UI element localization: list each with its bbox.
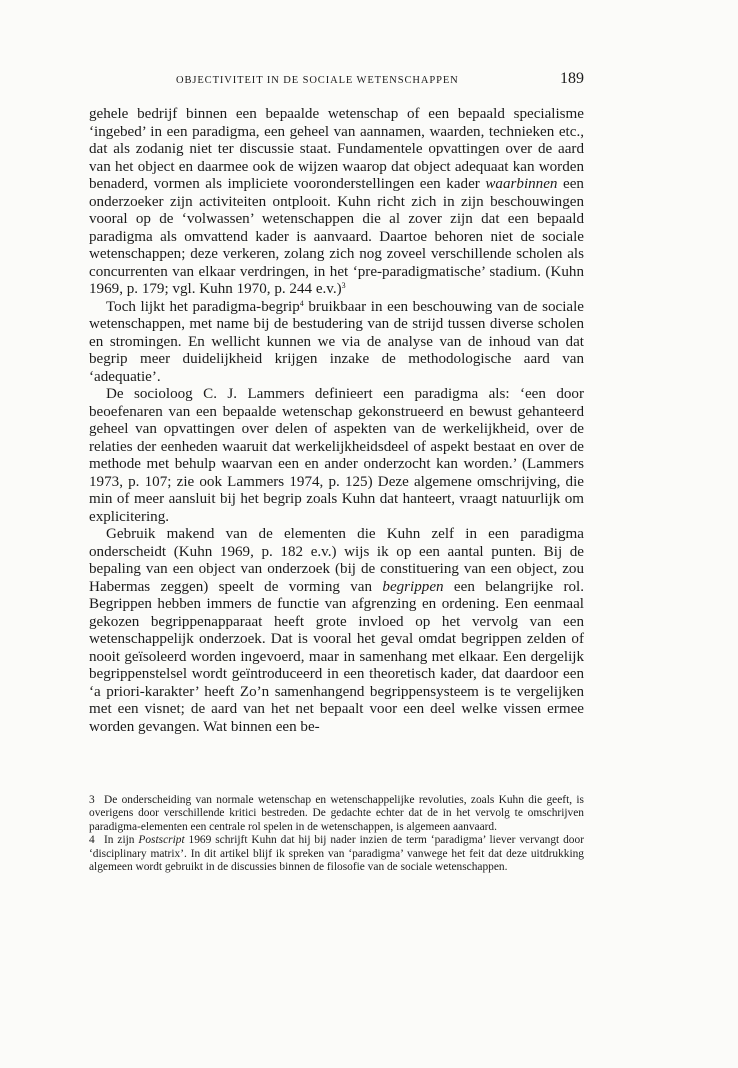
page-number: 189 xyxy=(560,70,584,87)
running-title: OBJECTIVITEIT IN DE SOCIALE WETENSCHAPPEN xyxy=(176,75,459,86)
paragraph-1 xyxy=(89,106,584,299)
paragraph-1-text-a: gehele bedrijf binnen een bepaalde wetenschap of een bepaald specialisme ‘ingebed’ in een paradigma, een geheel van aannamen, waarden, technieken etc., dat als zodanig niet ter discussie staat. Fundamentele opvattingen over de aard van het object en daarmee ook de wijzen waarop dat object adequaat kan worden benaderd, vormen als impliciete vooronderstellingen een kader xyxy=(89,106,584,192)
running-head xyxy=(0,70,738,90)
footnote-4-text-b: 1969 schrijft Kuhn dat hij bij nader inzien de term ‘paradigma’ liever vervangt door ‘disciplinary matrix’. In dit artikel blijf ik spreken van ‘paradigma’ vanwege het feit dat deze uitdrukking algemeen wordt gebruikt in de discussies binnen de filosofie van de sociale wetenschappen. xyxy=(89,834,584,874)
paragraph-2-text-a: Toch lijkt het paradigma-begrip xyxy=(106,298,300,315)
footnote-3 xyxy=(89,794,584,834)
paragraph-4-text-a: Gebruik makend van de elementen die Kuhn zelf in een paradigma onderscheidt (Kuhn 1969, p. 182 e.v.) wijs ik op een aantal punten. Bij de bepaling van een object van onderzoek (bij de constituering van een object, zou Habermas zeggen) speelt de vorming van xyxy=(89,526,584,595)
paragraph-4-text-b: een belangrijke rol. Begrippen hebben immers de functie van afgrenzing en ordening. Een eenmaal gekozen begrippenapparaat heeft grote invloed op het vervolg van een wetenschappelijk onderzoek. Dat is vooral het geval omdat begrippen zelden of nooit geïsoleerd worden ingevoerd, maar in samenhang met elkaar. Een dergelijk begrippenstelsel wordt geïntroduceerd in een theoretisch kader, dat daardoor een ‘a priori-karakter’ heeft Zo’n samenhangend begrippensysteem is te vergelijken met een visnet; de aard van het net bepaalt voor een deel welke vissen ermee worden gevangen. Wat binnen een be- xyxy=(89,578,584,735)
footnote-4 xyxy=(89,834,584,874)
emphasis-postscript: Postscript xyxy=(138,834,185,847)
footnote-3-number: 3 xyxy=(89,794,95,806)
footnote-ref-3: 3 xyxy=(341,281,346,290)
paragraph-4 xyxy=(89,526,584,736)
emphasis-begrippen: begrippen xyxy=(382,578,444,595)
footnote-ref-4: 4 xyxy=(299,298,304,308)
footnotes xyxy=(89,794,584,874)
paragraph-1-text-b: een onderzoeker zijn activiteiten ontplooit. Kuhn richt zich in zijn beschouwingen vooral op de ‘volwassen’ wetenschappen die al zover zijn dat een bepaald paradigma als omvattend kader is aanvaard. Daartoe behoren niet de sociale wetenschappen; deze verkeren, zolang zich nog zoveel verschillende scholen als concurrenten van elkaar verdringen, in het ‘pre-paradigmatische’ stadium. (Kuhn 1969, p. 179; vgl. Kuhn 1970, p. 244 e.v.) xyxy=(89,176,584,297)
emphasis-waarbinnen: waarbinnen xyxy=(485,176,558,192)
footnote-4-number: 4 xyxy=(89,834,95,847)
body-text xyxy=(89,106,584,736)
footnote-4-text-a: In zijn xyxy=(104,834,139,847)
footnote-3-text: De onderscheiding van normale wetenschap en wetenschappelijke revoluties, zoals Kuhn die geeft, is overigens door verschillende kritici bestreden. De gedachte echter dat de in het vervolg te omschrijven paradigma-elementen een centrale rol spelen in de wetenschappen, is algemeen aanvaard. xyxy=(89,794,584,833)
paragraph-2-text-b: bruikbaar in een beschouwing van de sociale wetenschappen, met name bij de bestudering van de strijd tussen diverse scholen en stromingen. En wellicht kunnen we via de analyse van de inhoud van dat begrip meer duidelijkheid krijgen inzake de methodologische aard van ‘adequatie’. xyxy=(89,298,585,385)
paragraph-3: De socioloog C. J. Lammers definieert een paradigma als: ‘een door beoefenaren van een bepaalde wetenschap gekonstrueerd en bewust gehanteerd geheel van opvattingen over delen of aspekten van de werkelijkheid, over de relaties der eenheden waaruit dat werkelijkheidsdeel of aspekt bestaat en over de methode met behulp waarvan een en ander onderzocht kan worden.’ (Lammers 1973, p. 107; zie ook Lammers 1974, p. 125) Deze algemene omschrijving, die min of meer aansluit bij het begrip zoals Kuhn dat hanteert, vraagt natuurlijk om explicitering. xyxy=(89,386,584,525)
paragraph-2 xyxy=(89,299,584,387)
